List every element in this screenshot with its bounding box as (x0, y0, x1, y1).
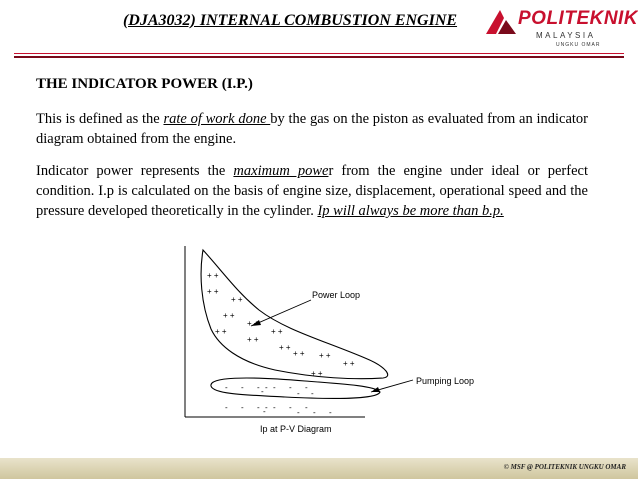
p2-pre: Indicator power represents the (36, 163, 234, 179)
p2-conclusion: Ip will always be more than b.p. (317, 203, 504, 219)
minus-marker: - (273, 403, 276, 412)
minus-marker: - (289, 383, 292, 392)
footer-copyright: © MSF @ POLITEKNIK UNGKU OMAR (503, 463, 626, 471)
plus-marker: + + (311, 369, 323, 378)
minus-marker: - (263, 407, 266, 416)
minus-marker: - (297, 408, 300, 417)
plus-marker: + + (279, 343, 291, 352)
minus-marker: - (241, 403, 244, 412)
minus-marker: - (305, 403, 308, 412)
logo-main-text: POLITEKNIK (518, 8, 638, 29)
plus-marker: + + (293, 349, 305, 358)
plus-marker: + + (247, 335, 259, 344)
section-heading: THE INDICATOR POWER (I.P.) (36, 76, 253, 92)
pv-diagram (175, 244, 505, 437)
power-loop-label: Power Loop (312, 290, 361, 300)
definition-paragraph (36, 109, 588, 149)
p1-pre: This is defined as the (36, 111, 164, 127)
plus-marker: + + (319, 351, 331, 360)
pumping-loop-label: Pumping Loop (416, 376, 475, 386)
p1-emphasis: rate of work done (163, 111, 271, 127)
institution-logo (484, 6, 638, 50)
header-divider-thick (14, 56, 624, 58)
minus-marker: - (329, 408, 332, 417)
header-title: (DJA3032) INTERNAL COMBUSTION ENGINE (122, 12, 458, 29)
minus-marker: - (305, 383, 308, 392)
minus-marker: - (273, 383, 276, 392)
logo-sub2-text: UNGKU OMAR (556, 42, 601, 48)
minus-marker: - (241, 383, 244, 392)
plus-marker: + + (231, 295, 243, 304)
minus-marker: - (257, 383, 260, 392)
minus-marker: - (225, 383, 228, 392)
plus-marker: + + (223, 311, 235, 320)
plus-marker: + + (271, 327, 283, 336)
minus-marker: - (225, 403, 228, 412)
plus-marker: + + (215, 327, 227, 336)
plus-marker: + + (343, 359, 355, 368)
header-divider-thin (14, 53, 624, 54)
minus-marker: - (311, 389, 314, 398)
pumping-loop-arrowhead (371, 387, 380, 392)
logo-sub-text: MALAYSIA (536, 31, 596, 40)
pumping-loop-markers (225, 383, 332, 417)
p2-mid: r from the engine under ideal or perfect condition. I.p is calculated on the basis of engine size, displacement, operational speed and the pressure developed theoretically in the cylinder. (36, 163, 588, 219)
diagram-caption: Ip at P-V Diagram (260, 424, 332, 434)
plus-marker: + + (207, 271, 219, 280)
minus-marker: - (265, 383, 268, 392)
minus-marker: - (313, 408, 316, 417)
minus-marker: - (289, 403, 292, 412)
power-loop-pointer (251, 300, 311, 326)
explanation-paragraph (36, 161, 588, 221)
minus-marker: - (297, 389, 300, 398)
logo-emblem-icon (484, 8, 518, 36)
plus-marker: + + (247, 319, 259, 328)
minus-marker: - (257, 403, 260, 412)
minus-marker: - (261, 387, 264, 396)
minus-marker: - (265, 403, 268, 412)
p1-post: by the gas on the piston as evaluated from an indicator diagram obtained from the engine. (36, 111, 588, 147)
pumping-loop-curve (211, 378, 380, 398)
p2-emphasis: maximum powe (233, 163, 329, 179)
power-loop-markers (207, 271, 355, 378)
plus-marker: + + (207, 287, 219, 296)
